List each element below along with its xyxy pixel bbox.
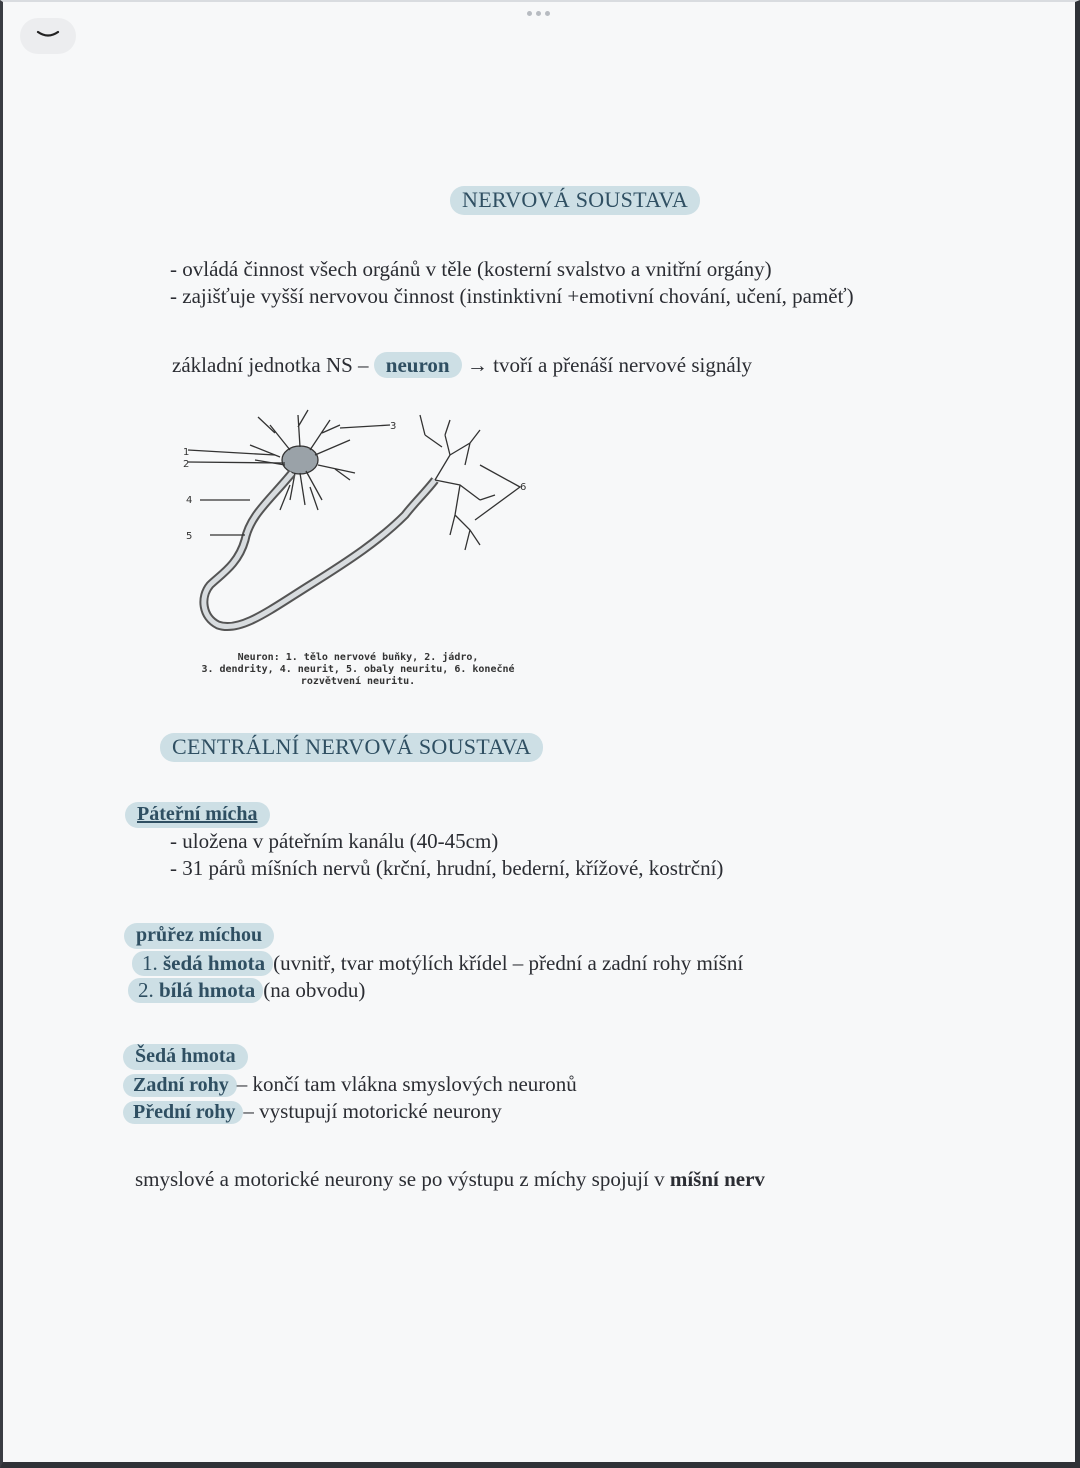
intro-bullet-2: - zajišťuje vyšší nervovou činnost (instinktivní +emotivní chování, učení, paměť) — [170, 284, 854, 308]
cross-section-item-2 — [128, 977, 365, 1004]
spinal-cord-heading: Páteřní mícha — [125, 802, 270, 828]
spinal-cord-list — [170, 828, 723, 882]
cross-section-item-1 — [132, 950, 743, 977]
item-2-desc: (na obvodu) — [263, 978, 366, 1002]
section-title-cns: CENTRÁLNÍ NERVOVÁ SOUSTAVA — [160, 733, 543, 762]
unit-highlight: neuron — [374, 352, 462, 378]
chevron-down-icon — [36, 27, 60, 45]
intro-list — [170, 256, 854, 310]
diagram-label-5: 5 — [186, 531, 193, 542]
front-horns-desc: – vystupují motorické neurony — [243, 1099, 502, 1123]
rear-horns-desc: – končí tam vlákna smyslových neuronů — [236, 1072, 577, 1096]
item-1-desc: (uvnitř, tvar motýlích křídel – přední a zadní rohy míšní — [273, 951, 744, 975]
caption-line-1: Neuron: 1. tělo nervové buňky, 2. jádro, — [237, 652, 479, 663]
item-1-number: 1. — [142, 951, 158, 975]
arrow-icon: → — [466, 353, 488, 377]
unit-prefix: základní jednotka NS – — [172, 353, 369, 377]
cell-body — [282, 446, 318, 474]
front-horns-line — [123, 1098, 502, 1126]
spinal-cord-line-2: - 31 párů míšních nervů (krční, hrudní, bederní, křížové, kostrční) — [170, 856, 724, 880]
unit-suffix: tvoří a přenáší nervové signály — [493, 353, 753, 377]
diagram-label-6: 6 — [520, 482, 527, 493]
conclusion-line — [135, 1166, 765, 1193]
grey-matter-term — [132, 951, 273, 976]
diagram-label-4: 4 — [186, 495, 193, 506]
item-2-term: bílá hmota — [159, 978, 256, 1002]
diagram-label-3: 3 — [390, 421, 397, 432]
conclusion-bold: míšní nerv — [669, 1167, 765, 1191]
front-horns-term: Přední rohy — [123, 1101, 243, 1124]
more-dots-icon[interactable] — [527, 11, 550, 16]
diagram-label-2: 2 — [183, 459, 190, 470]
caption-line-3: rozvětvení neuritu. — [300, 676, 416, 687]
diagram-label-1: 1 — [183, 447, 190, 458]
page-title: NERVOVÁ SOUSTAVA — [450, 186, 700, 215]
cross-section-heading: průřez míchou — [124, 923, 274, 949]
caption-line-2: 3. dendrity, 4. neurit, 5. obaly neuritu, 6. konečné — [201, 664, 515, 675]
intro-bullet-1: - ovládá činnost všech orgánů v těle (kosterní svalstvo a vnitřní orgány) — [170, 257, 772, 281]
white-matter-term — [128, 978, 263, 1003]
basic-unit-line — [172, 352, 752, 379]
diagram-caption — [188, 652, 528, 688]
back-button[interactable] — [20, 18, 76, 54]
grey-matter-heading: Šedá hmota — [123, 1044, 248, 1070]
rear-horns-term: Zadní rohy — [123, 1074, 237, 1097]
spinal-cord-line-1: - uložena v páteřním kanálu (40-45cm) — [170, 829, 499, 853]
rear-horns-line — [123, 1071, 577, 1099]
item-2-number: 2. — [138, 978, 154, 1002]
conclusion-text: smyslové a motorické neurony se po výstupu z míchy spojují v — [135, 1167, 665, 1191]
item-1-term: šedá hmota — [163, 951, 266, 975]
